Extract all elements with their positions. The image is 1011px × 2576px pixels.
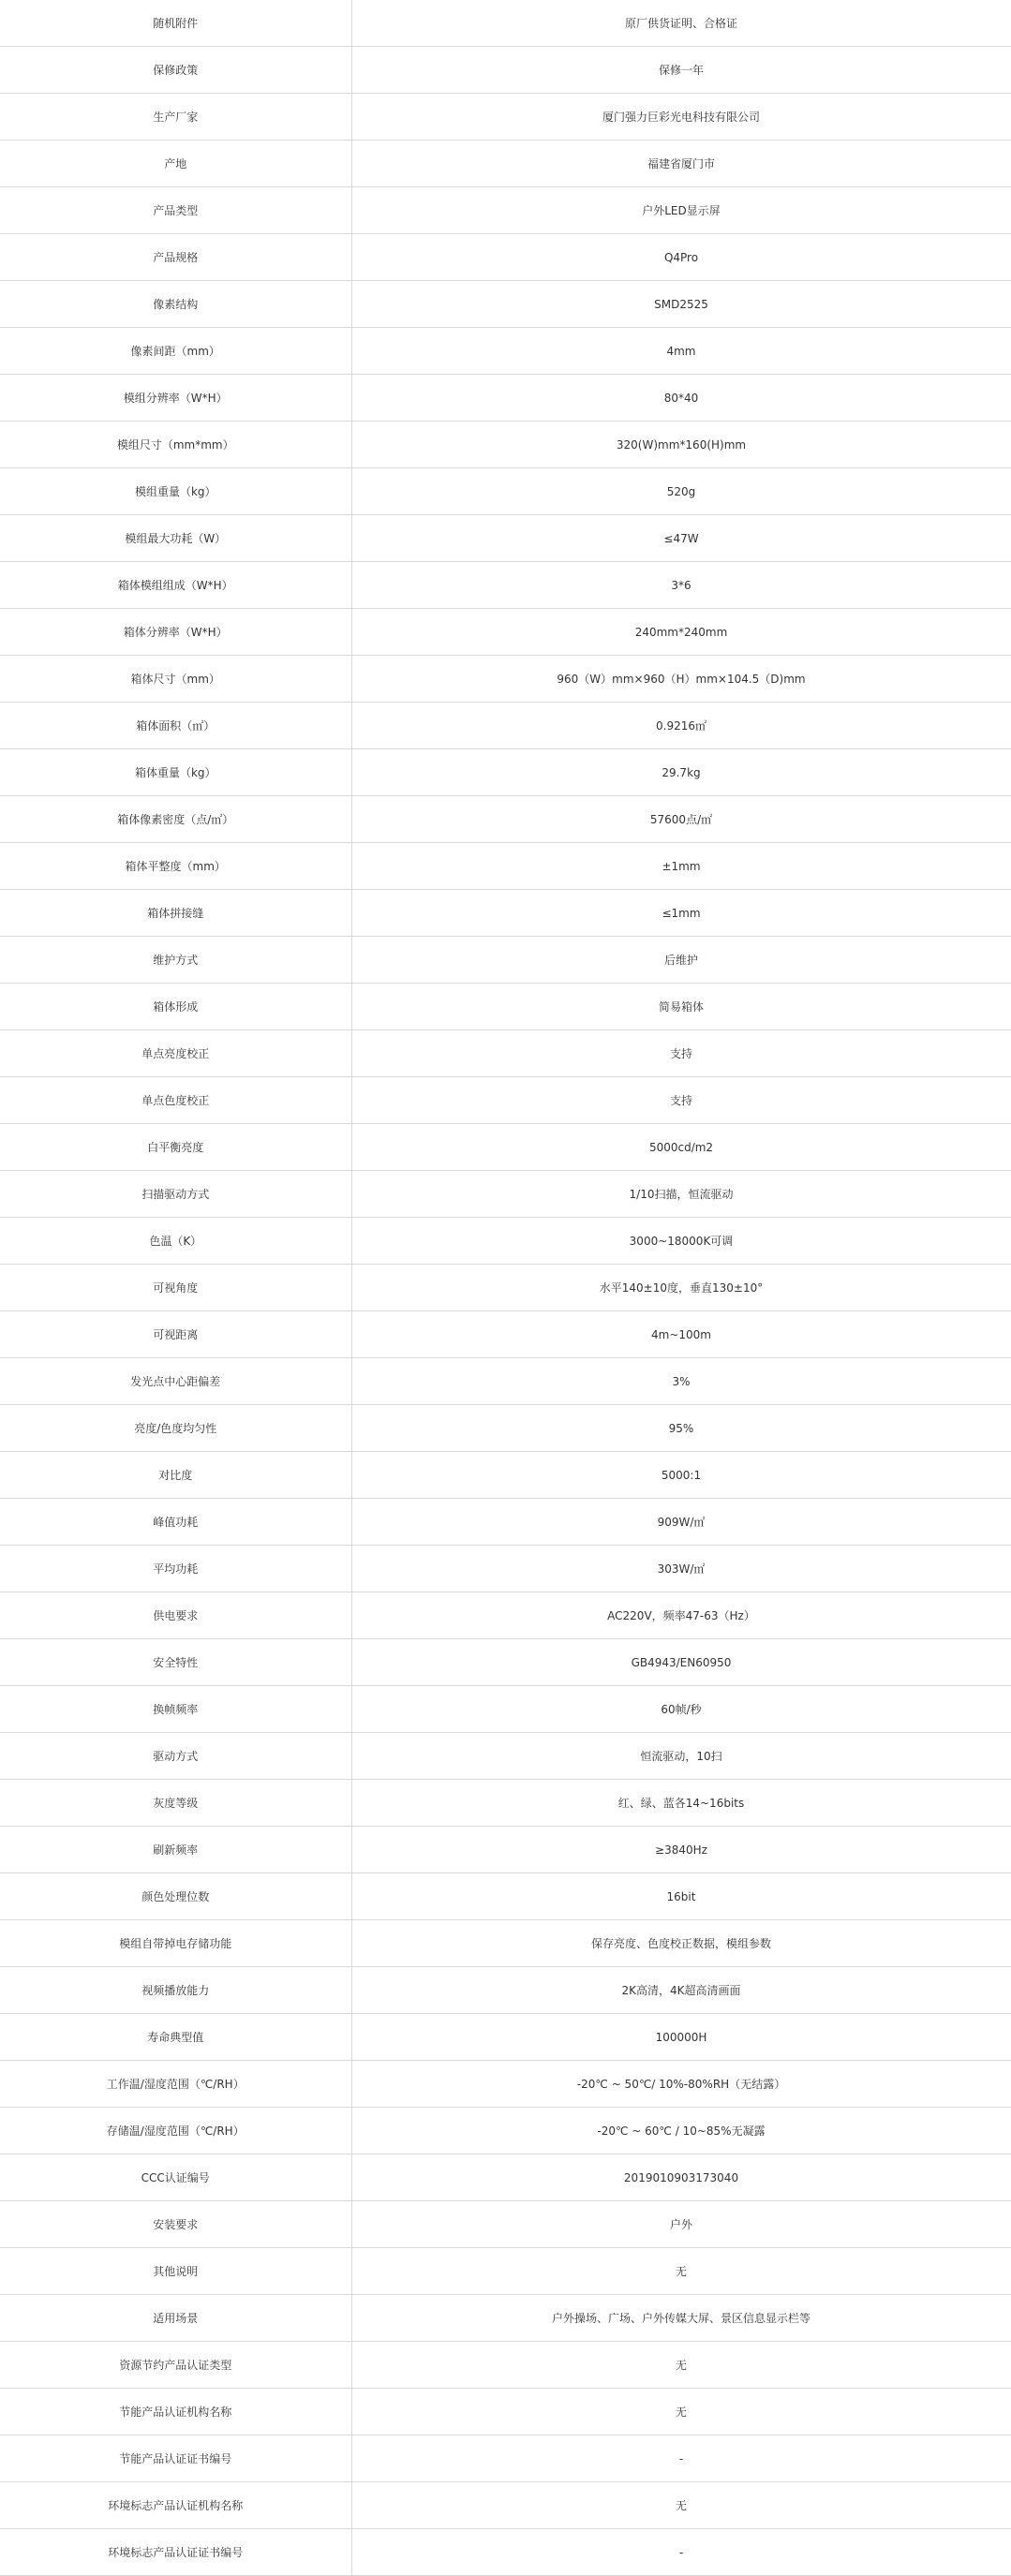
spec-value: 无 [351,2342,1011,2389]
spec-row [0,2201,1011,2248]
spec-label: 安装要求 [0,2201,351,2248]
spec-value: 户外 [351,2201,1011,2248]
spec-label: 颜色处理位数 [0,1873,351,1920]
spec-label: 安全特性 [0,1639,351,1686]
spec-row [0,1920,1011,1967]
spec-label: 节能产品认证机构名称 [0,2389,351,2435]
spec-row [0,609,1011,656]
spec-row [0,422,1011,468]
spec-value: 95% [351,1405,1011,1452]
spec-value: -20℃ ~ 50℃/ 10%-80%RH（无结露） [351,2061,1011,2108]
spec-row [0,1733,1011,1780]
spec-value: 无 [351,2248,1011,2295]
spec-label: 环境标志产品认证机构名称 [0,2482,351,2529]
spec-row [0,2154,1011,2201]
spec-label: 灰度等级 [0,1780,351,1827]
spec-row [0,1780,1011,1827]
spec-value: 3% [351,1358,1011,1405]
spec-label: 产品规格 [0,234,351,281]
spec-row [0,2342,1011,2389]
spec-value: 60帧/秒 [351,1686,1011,1733]
spec-value: 16bit [351,1873,1011,1920]
spec-label: 存储温/湿度范围（℃/RH） [0,2108,351,2154]
spec-label: 像素结构 [0,281,351,328]
spec-row [0,1452,1011,1499]
spec-row [0,1171,1011,1218]
spec-row [0,1358,1011,1405]
spec-label: 色温（K） [0,1218,351,1265]
spec-value: 5000:1 [351,1452,1011,1499]
spec-row [0,796,1011,843]
spec-label: 箱体尺寸（mm） [0,656,351,703]
spec-row [0,1124,1011,1171]
spec-value: 福建省厦门市 [351,141,1011,187]
spec-row [0,2295,1011,2342]
spec-label: 模组重量（kg） [0,468,351,515]
spec-label: 箱体重量（kg） [0,749,351,796]
spec-row [0,515,1011,562]
spec-row [0,1077,1011,1124]
spec-value: 57600点/㎡ [351,796,1011,843]
spec-value: 2019010903173040 [351,2154,1011,2201]
spec-value: 80*40 [351,375,1011,422]
spec-label: 箱体像素密度（点/㎡） [0,796,351,843]
spec-value: 4mm [351,328,1011,375]
spec-value: 无 [351,2389,1011,2435]
spec-row [0,141,1011,187]
spec-label: 刷新频率 [0,1827,351,1873]
spec-label: 可视距离 [0,1311,351,1358]
spec-row [0,1639,1011,1686]
spec-row [0,1218,1011,1265]
spec-row [0,468,1011,515]
spec-value: 320(W)mm*160(H)mm [351,422,1011,468]
spec-value: 303W/㎡ [351,1546,1011,1592]
spec-row [0,2389,1011,2435]
spec-row [0,187,1011,234]
spec-value: 240mm*240mm [351,609,1011,656]
spec-row [0,2248,1011,2295]
spec-row [0,1405,1011,1452]
spec-row [0,749,1011,796]
spec-row [0,328,1011,375]
spec-row [0,1030,1011,1077]
spec-value: 3*6 [351,562,1011,609]
spec-value: - [351,2435,1011,2482]
spec-value: ±1mm [351,843,1011,890]
spec-value: 保修一年 [351,47,1011,94]
spec-row [0,234,1011,281]
spec-value: AC220V，频率47-63（Hz） [351,1592,1011,1639]
spec-value: 户外操场、广场、户外传媒大屏、景区信息显示栏等 [351,2295,1011,2342]
spec-value: 2K高清，4K超高清画面 [351,1967,1011,2014]
spec-row [0,1967,1011,2014]
spec-value: Q4Pro [351,234,1011,281]
spec-row [0,281,1011,328]
spec-row [0,1873,1011,1920]
spec-value: -20℃ ~ 60℃ / 10~85%无凝露 [351,2108,1011,2154]
spec-label: 节能产品认证证书编号 [0,2435,351,2482]
spec-label: 工作温/湿度范围（℃/RH） [0,2061,351,2108]
spec-value: 0.9216㎡ [351,703,1011,749]
spec-row [0,1592,1011,1639]
spec-label: 产地 [0,141,351,187]
spec-label: 箱体平整度（mm） [0,843,351,890]
spec-row [0,1686,1011,1733]
spec-label: 箱体模组组成（W*H） [0,562,351,609]
spec-value: GB4943/EN60950 [351,1639,1011,1686]
spec-label: 白平衡亮度 [0,1124,351,1171]
spec-value: ≥3840Hz [351,1827,1011,1873]
spec-label: 维护方式 [0,937,351,984]
spec-value: ≤47W [351,515,1011,562]
spec-value: 支持 [351,1077,1011,1124]
spec-row [0,1546,1011,1592]
spec-label: 模组最大功耗（W） [0,515,351,562]
spec-label: 模组自带掉电存储功能 [0,1920,351,1967]
spec-value: 520g [351,468,1011,515]
spec-value: 1/10扫描，恒流驱动 [351,1171,1011,1218]
spec-value: 保存亮度、色度校正数据，模组参数 [351,1920,1011,1967]
spec-value: 原厂供货证明、合格证 [351,0,1011,47]
spec-value: 909W/㎡ [351,1499,1011,1546]
spec-row [0,0,1011,47]
spec-label: 可视角度 [0,1265,351,1311]
spec-label: 单点色度校正 [0,1077,351,1124]
spec-value: 4m~100m [351,1311,1011,1358]
spec-label: 供电要求 [0,1592,351,1639]
spec-row [0,1311,1011,1358]
spec-value: SMD2525 [351,281,1011,328]
spec-label: 单点亮度校正 [0,1030,351,1077]
spec-row [0,2061,1011,2108]
spec-value: 恒流驱动，10扫 [351,1733,1011,1780]
spec-label: 视频播放能力 [0,1967,351,2014]
spec-label: 保修政策 [0,47,351,94]
spec-label: 生产厂家 [0,94,351,141]
spec-label: 平均功耗 [0,1546,351,1592]
spec-label: 模组尺寸（mm*mm） [0,422,351,468]
spec-value: 无 [351,2482,1011,2529]
spec-label: 产品类型 [0,187,351,234]
spec-row [0,1827,1011,1873]
spec-label: 其他说明 [0,2248,351,2295]
spec-row [0,94,1011,141]
spec-row [0,984,1011,1030]
spec-label: 箱体分辨率（W*H） [0,609,351,656]
spec-label: 箱体面积（㎡） [0,703,351,749]
spec-value: 厦门强力巨彩光电科技有限公司 [351,94,1011,141]
spec-row [0,843,1011,890]
spec-value: 户外LED显示屏 [351,187,1011,234]
spec-row [0,703,1011,749]
spec-row [0,1499,1011,1546]
spec-row [0,656,1011,703]
spec-label: 对比度 [0,1452,351,1499]
spec-label: 箱体形成 [0,984,351,1030]
spec-value: 后维护 [351,937,1011,984]
spec-row [0,2014,1011,2061]
spec-row [0,2435,1011,2482]
spec-row [0,2108,1011,2154]
spec-label: 箱体拼接缝 [0,890,351,937]
spec-value: 5000cd/m2 [351,1124,1011,1171]
spec-value: 红、绿、蓝各14~16bits [351,1780,1011,1827]
spec-label: 扫描驱动方式 [0,1171,351,1218]
spec-value: 960（W）mm×960（H）mm×104.5（D)mm [351,656,1011,703]
spec-label: 像素间距（mm） [0,328,351,375]
spec-row [0,1265,1011,1311]
spec-row [0,375,1011,422]
spec-value: 支持 [351,1030,1011,1077]
spec-row [0,2529,1011,2576]
spec-label: 资源节约产品认证类型 [0,2342,351,2389]
spec-label: CCC认证编号 [0,2154,351,2201]
spec-label: 寿命典型值 [0,2014,351,2061]
spec-row [0,562,1011,609]
spec-row [0,47,1011,94]
spec-label: 环境标志产品认证证书编号 [0,2529,351,2576]
spec-label: 模组分辨率（W*H） [0,375,351,422]
spec-value: 简易箱体 [351,984,1011,1030]
spec-label: 适用场景 [0,2295,351,2342]
spec-value: 100000H [351,2014,1011,2061]
spec-row [0,937,1011,984]
spec-row [0,890,1011,937]
spec-label: 随机附件 [0,0,351,47]
spec-value: ≤1mm [351,890,1011,937]
spec-row [0,2482,1011,2529]
spec-label: 峰值功耗 [0,1499,351,1546]
spec-value: - [351,2529,1011,2576]
spec-label: 换帧频率 [0,1686,351,1733]
spec-value: 3000~18000K可调 [351,1218,1011,1265]
spec-value: 29.7kg [351,749,1011,796]
spec-value: 水平140±10度，垂直130±10° [351,1265,1011,1311]
spec-label: 亮度/色度均匀性 [0,1405,351,1452]
spec-label: 驱动方式 [0,1733,351,1780]
spec-label: 发光点中心距偏差 [0,1358,351,1405]
